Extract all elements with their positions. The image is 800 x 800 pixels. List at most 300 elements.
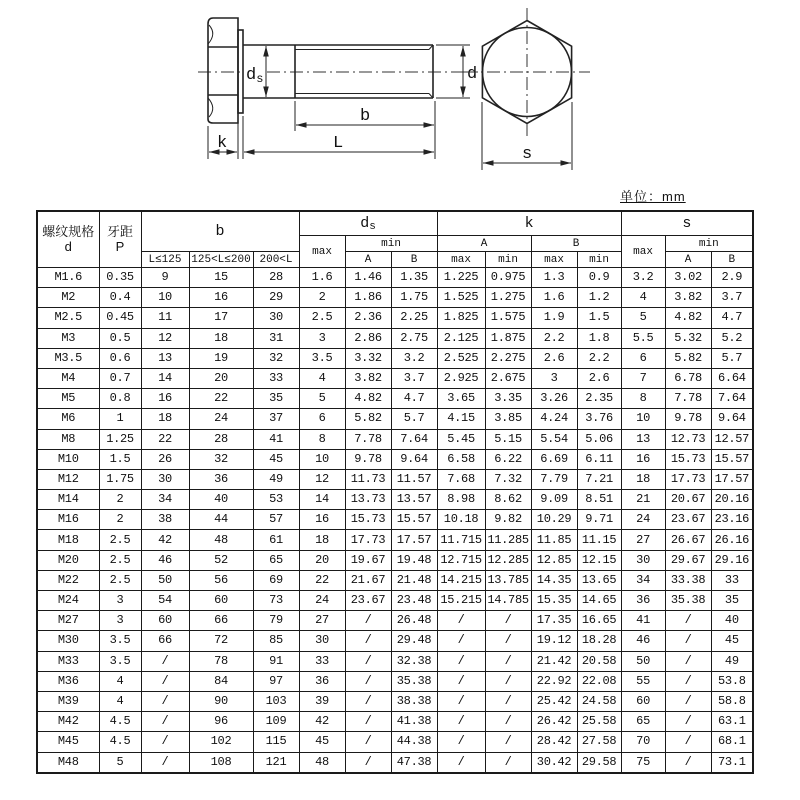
table-cell: 26.16 [711,530,753,550]
table-cell: 5.7 [391,409,437,429]
table-cell: 21.48 [391,570,437,590]
ds-dimension-label: ds [246,66,264,86]
table-cell: 69 [253,570,299,590]
table-cell: 16 [141,389,189,409]
table-cell: 11.57 [391,469,437,489]
table-cell: 5 [99,752,141,773]
table-cell: 7.78 [665,389,711,409]
table-cell: 58.8 [711,691,753,711]
table-cell: 12.15 [577,550,621,570]
table-cell: 12 [299,469,345,489]
table-cell: / [141,752,189,773]
table-cell: 18 [299,530,345,550]
table-cell: 102 [189,732,253,752]
table-cell: 5.45 [437,429,485,449]
table-cell: 68.1 [711,732,753,752]
table-row [37,752,753,773]
k-dimension-label: k [217,134,228,153]
table-cell: 2.2 [577,348,621,368]
table-cell: / [665,732,711,752]
table-cell: 12.57 [711,429,753,449]
table-cell: 13.57 [391,490,437,510]
table-cell: 13 [141,348,189,368]
table-cell: 34 [141,490,189,510]
table-cell: 12 [141,328,189,348]
table-cell: 109 [253,712,299,732]
table-cell: 73 [253,591,299,611]
table-cell: 45 [253,449,299,469]
table-cell: / [485,631,531,651]
table-cell: M5 [37,389,99,409]
table-cell: 3.02 [665,268,711,288]
table-cell: / [665,752,711,773]
table-cell: 22 [299,570,345,590]
table-cell: 15.57 [391,510,437,530]
table-cell: 4 [99,691,141,711]
table-cell: M20 [37,550,99,570]
table-cell: 3.2 [391,348,437,368]
table-cell: 7.64 [391,429,437,449]
header-k-B: B [531,236,621,252]
table-row [37,348,753,368]
table-cell: 72 [189,631,253,651]
table-cell: 19.67 [345,550,391,570]
table-cell: 20 [299,550,345,570]
table-cell: 7.32 [485,469,531,489]
table-cell: / [485,752,531,773]
table-cell: 14.215 [437,570,485,590]
table-cell: 18 [621,469,665,489]
table-row [37,611,753,631]
table-cell: 103 [253,691,299,711]
table-cell: 24.58 [577,691,621,711]
table-cell: 6.11 [577,449,621,469]
table-row [37,389,753,409]
table-cell: 17.35 [531,611,577,631]
table-cell: 9.64 [711,409,753,429]
table-cell: 13.73 [345,490,391,510]
table-cell: 0.7 [99,368,141,388]
table-cell: 75 [621,752,665,773]
table-cell: 42 [299,712,345,732]
table-cell: 2.525 [437,348,485,368]
table-cell: 44 [189,510,253,530]
table-cell: M24 [37,591,99,611]
table-cell: 30 [253,308,299,328]
table-cell: 53 [253,490,299,510]
table-row [37,732,753,752]
table-cell: 29.67 [665,550,711,570]
table-cell: 41.38 [391,712,437,732]
table-cell: 52 [189,550,253,570]
table-cell: 11.73 [345,469,391,489]
s-dimension-label: s [522,145,533,164]
table-cell: 4.82 [345,389,391,409]
table-cell: 32 [253,348,299,368]
table-cell: / [665,611,711,631]
table-cell: 1.9 [531,308,577,328]
table-cell: 34 [621,570,665,590]
table-cell: 15 [189,268,253,288]
table-cell: 48 [189,530,253,550]
table-cell: / [437,611,485,631]
table-cell: 4.7 [391,389,437,409]
table-row [37,631,753,651]
table-cell: 27 [299,611,345,631]
table-cell: 45 [299,732,345,752]
table-cell: 10.18 [437,510,485,530]
bolt-side-view [198,18,478,159]
table-cell: 16.65 [577,611,621,631]
table-cell: 7.78 [345,429,391,449]
bolt-technical-drawing [178,0,670,192]
table-cell: 55 [621,671,665,691]
table-cell: 45 [711,631,753,651]
table-cell: 33 [253,368,299,388]
table-cell: 6.22 [485,449,531,469]
table-cell: 1.875 [485,328,531,348]
table-cell: 2.35 [577,389,621,409]
table-cell: 60 [141,611,189,631]
table-cell: 25.58 [577,712,621,732]
table-cell: 3.82 [345,368,391,388]
table-cell: 2.36 [345,308,391,328]
table-cell: / [665,671,711,691]
table-cell: 30.42 [531,752,577,773]
header-b-125to200: 125<L≤200 [189,252,253,268]
table-cell: / [345,671,391,691]
table-cell: 2.925 [437,368,485,388]
header-pitch: 牙距 P [99,211,141,268]
table-cell: 3.26 [531,389,577,409]
table-cell: 121 [253,752,299,773]
table-row [37,308,753,328]
table-cell: 6 [621,348,665,368]
table-cell: / [485,712,531,732]
table-row [37,671,753,691]
table-cell: / [437,732,485,752]
table-cell: 32 [189,449,253,469]
table-cell: 3.7 [391,368,437,388]
table-cell: 12.285 [485,550,531,570]
table-cell: 1.275 [485,288,531,308]
table-cell: 9.71 [577,510,621,530]
table-cell: M3.5 [37,348,99,368]
table-cell: 15.215 [437,591,485,611]
table-cell: 44.38 [391,732,437,752]
table-cell: / [345,631,391,651]
table-cell: 1.75 [99,469,141,489]
table-row [37,469,753,489]
table-row [37,570,753,590]
table-cell: 4 [621,288,665,308]
table-cell: 2.2 [531,328,577,348]
table-cell: 15.35 [531,591,577,611]
table-row [37,651,753,671]
table-cell: / [665,712,711,732]
table-cell: 28.42 [531,732,577,752]
table-cell: 108 [189,752,253,773]
table-cell: 5.32 [665,328,711,348]
table-cell: 0.8 [99,389,141,409]
table-cell: 50 [621,651,665,671]
table-cell: 14 [141,368,189,388]
table-cell: 33.38 [665,570,711,590]
header-s-min: min [665,236,753,252]
table-body [37,268,753,773]
table-cell: 1 [99,409,141,429]
table-cell: 57 [253,510,299,530]
table-cell: M16 [37,510,99,530]
table-cell: 18 [189,328,253,348]
table-cell: 26.42 [531,712,577,732]
table-cell: 40 [711,611,753,631]
table-cell: 21 [621,490,665,510]
table-cell: 36 [621,591,665,611]
table-cell: 2.5 [99,570,141,590]
table-cell: 22.92 [531,671,577,691]
table-cell: 0.45 [99,308,141,328]
table-cell: 50 [141,570,189,590]
table-row [37,288,753,308]
table-cell: 2.75 [391,328,437,348]
table-cell: / [485,651,531,671]
table-cell: 12.85 [531,550,577,570]
table-cell: 9.82 [485,510,531,530]
table-cell: 21.67 [345,570,391,590]
table-row [37,510,753,530]
table-cell: 3.65 [437,389,485,409]
table-cell: 18.28 [577,631,621,651]
table-cell: 46 [141,550,189,570]
table-cell: 26 [141,449,189,469]
table-cell: 3 [531,368,577,388]
d-dimension-label: d [467,65,478,84]
table-row [37,591,753,611]
table-cell: 12.73 [665,429,711,449]
table-cell: 2.125 [437,328,485,348]
table-cell: 11.285 [485,530,531,550]
table-cell: 27.58 [577,732,621,752]
table-cell: M14 [37,490,99,510]
table-cell: 42 [141,530,189,550]
table-cell: 7.21 [577,469,621,489]
table-cell: 16 [189,288,253,308]
table-cell: 15.73 [665,449,711,469]
table-cell: 0.35 [99,268,141,288]
table-cell: 1.825 [437,308,485,328]
table-cell: M12 [37,469,99,489]
header-group-ds: ds [299,211,437,236]
table-cell: M2.5 [37,308,99,328]
header-group-k: k [437,211,621,236]
table-cell: 90 [189,691,253,711]
table-cell: 61 [253,530,299,550]
table-row [37,409,753,429]
table-cell: 97 [253,671,299,691]
table-cell: / [141,691,189,711]
table-cell: 36 [189,469,253,489]
table-cell: 29.16 [711,550,753,570]
table-cell: 5 [621,308,665,328]
table-cell: / [437,752,485,773]
table-cell: 11 [141,308,189,328]
table-cell: 3.5 [99,631,141,651]
table-cell: 4 [299,368,345,388]
table-cell: 5.82 [345,409,391,429]
table-cell: 41 [253,429,299,449]
table-cell: 17.57 [391,530,437,550]
table-cell: 3.5 [299,348,345,368]
table-cell: 10 [621,409,665,429]
table-cell: 2.275 [485,348,531,368]
table-cell: 1.225 [437,268,485,288]
unit-note: 单位：mm [620,189,686,204]
table-cell: 36 [299,671,345,691]
header-group-s: s [621,211,753,236]
table-cell: M30 [37,631,99,651]
header-ds-max: max [299,236,345,268]
table-cell: 2.675 [485,368,531,388]
table-cell: 16 [299,510,345,530]
table-cell: / [437,651,485,671]
table-cell: 24 [621,510,665,530]
table-cell: 9.09 [531,490,577,510]
table-cell: 19.48 [391,550,437,570]
table-cell: 33 [711,570,753,590]
header-b-gt200: 200<L [253,252,299,268]
table-cell: 1.575 [485,308,531,328]
table-header [37,211,753,268]
table-cell: 65 [253,550,299,570]
table-cell: 2.86 [345,328,391,348]
table-cell: 3 [99,611,141,631]
table-cell: 8 [621,389,665,409]
table-cell: 4.5 [99,732,141,752]
table-cell: 30 [299,631,345,651]
header-k-B-max: max [531,252,577,268]
table-cell: M48 [37,752,99,773]
table-cell: 2 [99,490,141,510]
table-cell: 38.38 [391,691,437,711]
table-cell: / [345,611,391,631]
table-cell: 38 [141,510,189,530]
table-cell: 23.48 [391,591,437,611]
table-cell: 49 [253,469,299,489]
table-cell: 25.42 [531,691,577,711]
header-s-min-A: A [665,252,711,268]
header-k-A: A [437,236,531,252]
table-cell: 13.65 [577,570,621,590]
table-cell: 13 [621,429,665,449]
table-cell: 9.78 [345,449,391,469]
table-cell: / [485,691,531,711]
table-cell: 54 [141,591,189,611]
header-s-max: max [621,236,665,268]
table-cell: 24 [189,409,253,429]
table-cell: 5.5 [621,328,665,348]
table-cell: 60 [189,591,253,611]
header-ds-min: min [345,236,437,252]
table-cell: M8 [37,429,99,449]
table-cell: 46 [621,631,665,651]
table-cell: 66 [141,631,189,651]
table-cell: 5.54 [531,429,577,449]
header-k-A-max: max [437,252,485,268]
table-cell: 5.7 [711,348,753,368]
table-cell: 2.5 [99,530,141,550]
table-cell: 56 [189,570,253,590]
table-cell: / [665,631,711,651]
table-cell: 6.58 [437,449,485,469]
table-cell: 6.69 [531,449,577,469]
table-cell: 28 [189,429,253,449]
table-cell: 11.15 [577,530,621,550]
table-cell: 22 [189,389,253,409]
table-cell: 11.85 [531,530,577,550]
table-cell: / [345,732,391,752]
table-cell: 9 [141,268,189,288]
table-cell: 0.9 [577,268,621,288]
table-cell: 60 [621,691,665,711]
table-cell: M27 [37,611,99,631]
table-cell: 85 [253,631,299,651]
L-dimension-label: L [333,134,344,153]
table-row [37,691,753,711]
table-row [37,530,753,550]
table-cell: 23.16 [711,510,753,530]
table-cell: 4.15 [437,409,485,429]
table-cell: 79 [253,611,299,631]
table-cell: 20.58 [577,651,621,671]
table-cell: M10 [37,449,99,469]
table-cell: 3.2 [621,268,665,288]
table-cell: 1.3 [531,268,577,288]
table-cell: 4.24 [531,409,577,429]
table-cell: 96 [189,712,253,732]
table-cell: 21.42 [531,651,577,671]
table-cell: M39 [37,691,99,711]
table-cell: 0.975 [485,268,531,288]
table-cell: / [437,631,485,651]
table-cell: 35.38 [391,671,437,691]
table-cell: 19.12 [531,631,577,651]
table-cell: 3.35 [485,389,531,409]
table-cell: 4.82 [665,308,711,328]
table-cell: 29.58 [577,752,621,773]
table-cell: 65 [621,712,665,732]
table-cell: 7.79 [531,469,577,489]
table-cell: 3.32 [345,348,391,368]
table-cell: M2 [37,288,99,308]
table-cell: 19 [189,348,253,368]
table-cell: 3.5 [99,651,141,671]
header-group-b: b [141,211,299,252]
table-cell: 1.86 [345,288,391,308]
table-cell: / [665,651,711,671]
table-cell: 13.785 [485,570,531,590]
table-cell: 32.38 [391,651,437,671]
table-cell: 1.5 [577,308,621,328]
table-cell: 6.64 [711,368,753,388]
table-cell: 2.9 [711,268,753,288]
table-cell: 17.57 [711,469,753,489]
table-cell: 5.82 [665,348,711,368]
table-cell: M6 [37,409,99,429]
table-cell: / [141,712,189,732]
table-row [37,268,753,288]
table-cell: 91 [253,651,299,671]
